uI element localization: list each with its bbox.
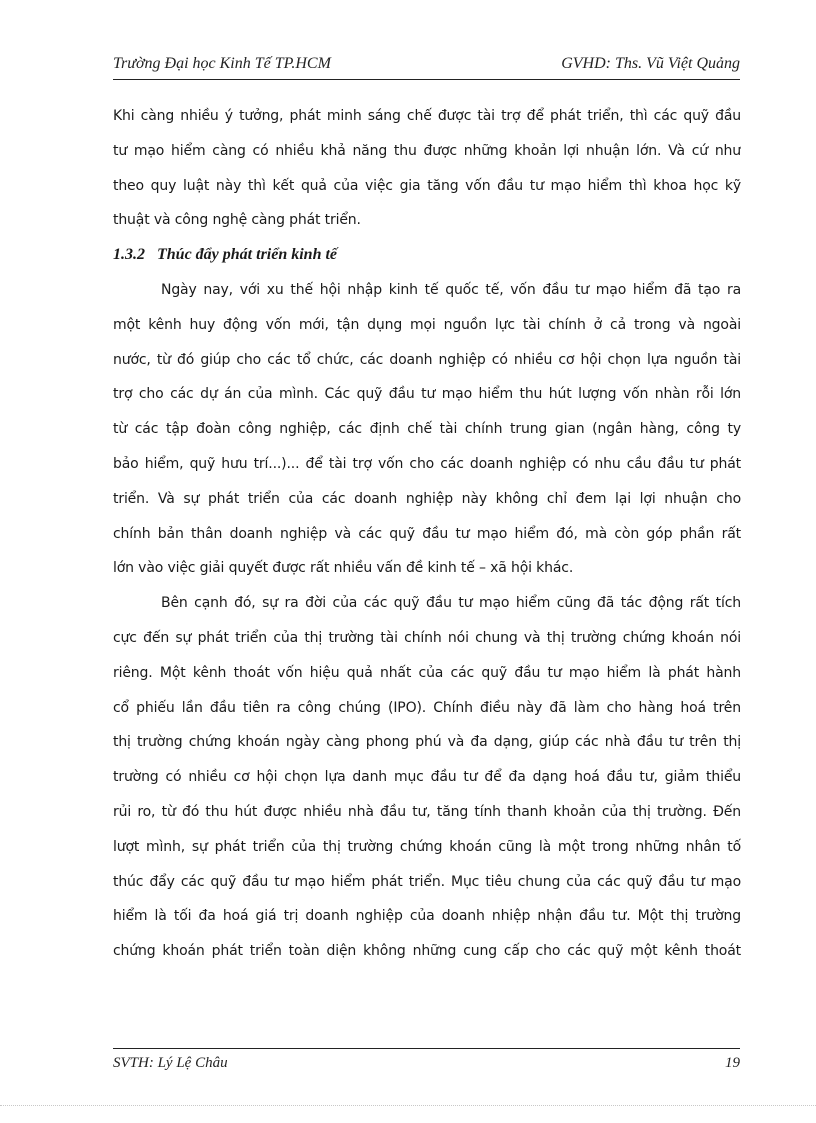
paragraph-line: triển. Và sự phát triển của các doanh nghiệp này không chỉ đem lại lợi nhuận cho — [113, 490, 741, 507]
section-title: Thúc đẩy phát triển kinh tế — [157, 246, 338, 264]
paragraph-line: chứng khoán phát triển toàn diện không những cung cấp cho các quỹ một kênh thoát — [113, 943, 741, 960]
paragraph-line: hiểm là tối đa hoá giá trị doanh nghiệp của doanh nhiệp nhận đầu tư. Một thị trường — [113, 908, 741, 925]
paragraph-line: thúc đẩy các quỹ đầu tư mạo hiểm phát triển. Mục tiêu chung của các quỹ đầu tư mạo — [113, 873, 741, 890]
paragraph-line: cực đến sự phát triển của thị trường tài chính nói chung và thị trường chứng khoán nói — [113, 629, 741, 646]
footer-student: SVTH: Lý Lệ Châu — [113, 1055, 228, 1071]
paragraph-line: lớn vào việc giải quyết được rất nhiều vấn đề kinh tế – xã hội khác. — [113, 560, 574, 577]
section-number: 1.3.2 — [113, 246, 145, 264]
paragraph-line: theo quy luật này thì kết quả của việc gia tăng vốn đầu tư mạo hiểm thì khoa học kỹ — [113, 177, 741, 194]
section-heading — [113, 241, 741, 276]
paragraph-3 — [113, 589, 741, 972]
header-supervisor: GVHD: Ths. Vũ Việt Quảng — [561, 55, 740, 72]
page-header — [113, 55, 740, 80]
paragraph-line: bảo hiểm, quỹ hưu trí...)... để tài trợ vốn cho các doanh nghiệp có nhu cầu đầu tư phát — [113, 455, 741, 472]
paragraph-line: rủi ro, từ đó thu hút được nhiều nhà đầu tư, tăng tính thanh khoản của thị trường. Đến — [113, 803, 741, 820]
paragraph-line: một kênh huy động vốn mới, tận dụng mọi nguồn lực tài chính ở cả trong và ngoài — [113, 316, 741, 333]
paragraph-line: lượt mình, sự phát triển của thị trường chứng khoán cũng là một trong những nhân tố — [113, 838, 741, 855]
page-number: 19 — [725, 1055, 740, 1071]
paragraph-line: Ngày nay, với xu thế hội nhập kinh tế quốc tế, vốn đầu tư mạo hiểm đã tạo ra — [161, 281, 741, 298]
page-boundary-divider — [0, 1105, 816, 1106]
paragraph-2 — [113, 276, 741, 589]
paragraph-line: nước, từ đó giúp cho các tổ chức, các doanh nghiệp có nhiều cơ hội chọn lựa nguồn tài — [113, 351, 741, 368]
paragraph-line: tư mạo hiểm càng có nhiều khả năng thu được những khoản lợi nhuận lớn. Và cứ như — [113, 142, 741, 159]
paragraph-line: cổ phiếu lần đầu tiên ra công chúng (IPO). Chính điều này đã làm cho hàng hoá trên — [113, 699, 741, 716]
page-footer — [113, 1048, 740, 1077]
paragraph-line: thị trường chứng khoán ngày càng phong phú và đa dạng, giúp các nhà đầu tư trên thị — [113, 734, 741, 751]
paragraph-line: từ các tập đoàn công nghiệp, các định chế tài chính trung gian (ngân hàng, công ty — [113, 421, 741, 438]
paragraph-line: trường có nhiều cơ hội chọn lựa danh mục đầu tư để đa dạng hoá đầu tư, giảm thiểu — [113, 769, 741, 786]
header-university: Trường Đại học Kinh Tế TP.HCM — [113, 55, 331, 72]
paragraph-line: thuật và công nghệ càng phát triển. — [113, 212, 361, 229]
document-body — [113, 102, 741, 972]
paragraph-1 — [113, 102, 741, 241]
paragraph-line: trợ cho các dự án của mình. Các quỹ đầu tư mạo hiểm thu hút lượng vốn nhàn rỗi lớn — [113, 386, 741, 403]
paragraph-line: Bên cạnh đó, sự ra đời của các quỹ đầu tư mạo hiểm cũng đã tác động rất tích — [161, 595, 741, 612]
paragraph-line: riêng. Một kênh thoát vốn hiệu quả nhất của các quỹ đầu tư mạo hiểm là phát hành — [113, 664, 741, 681]
paragraph-line: Khi càng nhiều ý tưởng, phát minh sáng chế được tài trợ để phát triển, thì các quỹ đầu — [113, 108, 741, 124]
paragraph-line: chính bản thân doanh nghiệp và các quỹ đầu tư mạo hiểm đó, mà còn góp phần rất — [113, 525, 741, 542]
